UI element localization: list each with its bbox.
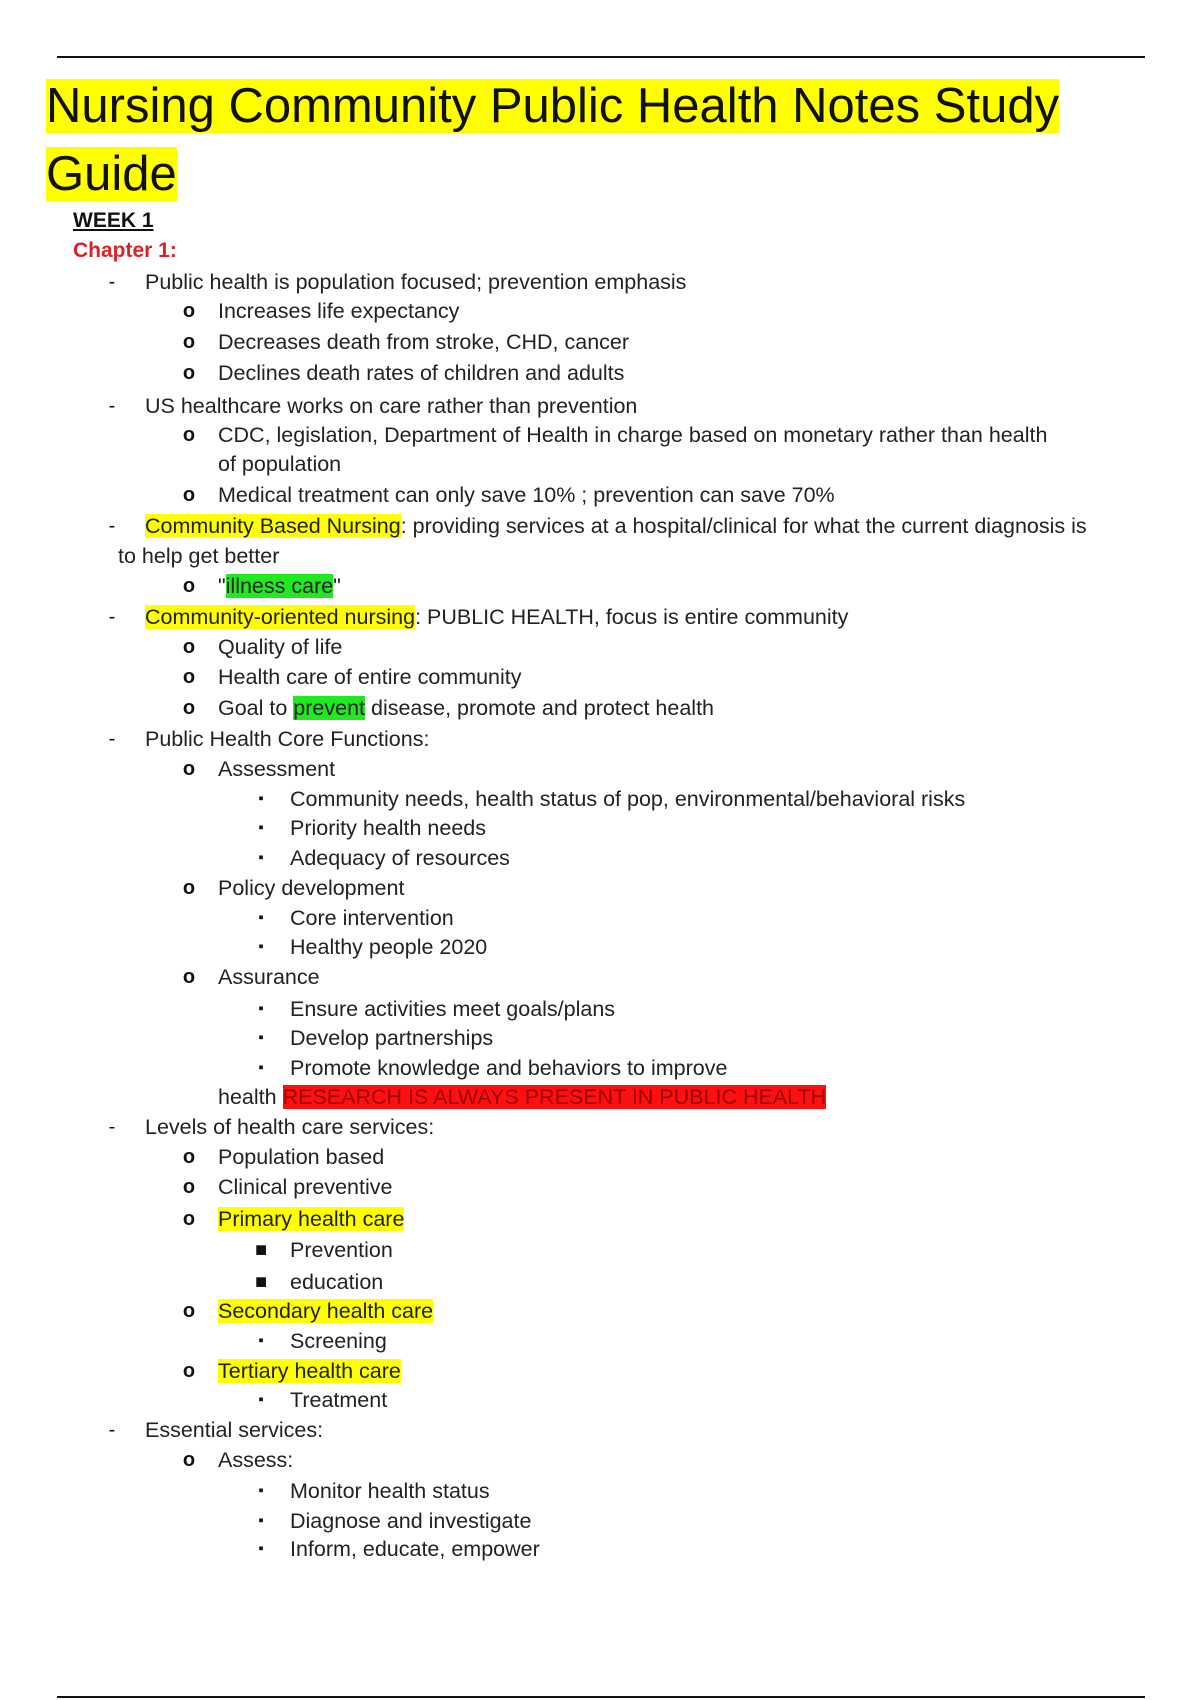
list-item-continuation: to help get better (118, 544, 280, 568)
square-bullet: ▪ (258, 790, 264, 807)
circle-bullet: o (182, 300, 196, 322)
square-bullet: ▪ (258, 1029, 264, 1046)
dash-bullet: - (108, 395, 116, 417)
highlighted-term: Primary health care (218, 1207, 405, 1231)
list-item: Increases life expectancy (218, 299, 460, 323)
list-item: Develop partnerships (290, 1026, 494, 1050)
list-item: Healthy people 2020 (290, 935, 488, 959)
list-item: Levels of health care services: (145, 1115, 435, 1139)
dash-bullet: - (108, 728, 116, 750)
list-item: Decreases death from stroke, CHD, cancer (218, 330, 630, 354)
list-item (218, 1205, 404, 1233)
bottom-rule (57, 1696, 1145, 1698)
list-item: Screening (290, 1329, 387, 1353)
list-item (218, 1357, 401, 1385)
highlighted-term: Community-oriented nursing (145, 605, 416, 629)
square-bullet: ▪ (258, 1000, 264, 1017)
list-item: Ensure activities meet goals/plans (290, 997, 616, 1021)
highlighted-term: illness care (225, 574, 334, 598)
circle-bullet: o (182, 636, 196, 658)
circle-bullet: o (182, 1449, 196, 1471)
square-bullet: ▪ (258, 1512, 264, 1529)
list-item: Policy development (218, 876, 405, 900)
highlighted-term: prevent (293, 696, 366, 720)
square-bullet: ▪ (258, 1059, 264, 1076)
circle-bullet: o (182, 966, 196, 988)
list-item: Inform, educate, empower (290, 1537, 540, 1561)
square-bullet: ▪ (258, 1540, 264, 1557)
square-bullet: ▪ (258, 909, 264, 926)
list-item: Priority health needs (290, 816, 486, 840)
page-title: Nursing Community Public Health Notes Study Guide (46, 79, 1060, 201)
list-item: education (290, 1270, 384, 1294)
circle-bullet: o (182, 758, 196, 780)
chapter-heading: Chapter 1: (73, 239, 177, 262)
circle-bullet: o (182, 1176, 196, 1198)
list-item: Monitor health status (290, 1479, 490, 1503)
list-item: CDC, legislation, Department of Health in charge based on monetary rather than health (218, 423, 1048, 447)
circle-bullet: o (182, 1146, 196, 1168)
list-item: Clinical preventive (218, 1175, 393, 1199)
square-bullet: ▪ (258, 1391, 264, 1408)
circle-bullet: o (182, 362, 196, 384)
dash-bullet: - (108, 271, 116, 293)
circle-bullet: o (182, 666, 196, 688)
dash-bullet: - (108, 606, 116, 628)
circle-bullet: o (182, 575, 196, 597)
list-item: "illness care" (218, 574, 341, 598)
list-item: Quality of life (218, 635, 343, 659)
highlighted-term: Community Based Nursing (145, 514, 401, 538)
list-item: Public Health Core Functions: (145, 727, 430, 751)
square-bullet: ▪ (258, 938, 264, 955)
circle-bullet: o (182, 331, 196, 353)
list-item: Assurance (218, 965, 320, 989)
list-item: Public health is population focused; prevention emphasis (145, 270, 687, 294)
black-square-bullet: ■ (254, 1271, 268, 1293)
research-banner: RESEARCH IS ALWAYS PRESENT IN PUBLIC HEALTH (282, 1085, 827, 1109)
list-item: Community-oriented nursing: PUBLIC HEALTH, focus is entire community (145, 605, 849, 629)
square-bullet: ▪ (258, 1482, 264, 1499)
circle-bullet: o (182, 1208, 196, 1230)
list-item-continuation: of population (218, 452, 342, 476)
highlighted-term: Secondary health care (218, 1299, 434, 1323)
list-item: Health care of entire community (218, 665, 522, 689)
circle-bullet: o (182, 424, 196, 446)
square-bullet: ▪ (258, 1332, 264, 1349)
circle-bullet: o (182, 484, 196, 506)
list-item: Diagnose and investigate (290, 1509, 532, 1533)
square-bullet: ▪ (258, 849, 264, 866)
top-rule (57, 56, 1145, 58)
list-item: Promote knowledge and behaviors to improve (290, 1056, 728, 1080)
highlighted-term: Tertiary health care (218, 1359, 401, 1383)
circle-bullet: o (182, 1300, 196, 1322)
list-item: Goal to prevent disease, promote and protect health (218, 696, 715, 720)
list-item: US healthcare works on care rather than prevention (145, 394, 638, 418)
week-heading: WEEK 1 (73, 209, 154, 232)
list-item: Assessment (218, 757, 336, 781)
list-item: Essential services: (145, 1418, 324, 1442)
list-item: Prevention (290, 1238, 393, 1262)
black-square-bullet: ■ (254, 1239, 268, 1261)
list-item-continuation: health RESEARCH IS ALWAYS PRESENT IN PUBLIC HEALTH (218, 1085, 827, 1109)
list-item (218, 1297, 433, 1325)
list-item: Community Based Nursing: providing services at a hospital/clinical for what the current diagnosis is (145, 514, 1087, 538)
dash-bullet: - (108, 515, 116, 537)
list-item: Adequacy of resources (290, 846, 510, 870)
circle-bullet: o (182, 1360, 196, 1382)
list-item: Assess: (218, 1448, 294, 1472)
list-item: Medical treatment can only save 10% ; prevention can save 70% (218, 483, 835, 507)
list-item: Core intervention (290, 906, 454, 930)
dash-bullet: - (108, 1419, 116, 1441)
dash-bullet: - (108, 1116, 116, 1138)
circle-bullet: o (182, 697, 196, 719)
square-bullet: ▪ (258, 819, 264, 836)
list-item: Community needs, health status of pop, environmental/behavioral risks (290, 787, 966, 811)
list-item: Population based (218, 1145, 385, 1169)
list-item: Treatment (290, 1388, 388, 1412)
list-item: Declines death rates of children and adults (218, 361, 625, 385)
circle-bullet: o (182, 877, 196, 899)
